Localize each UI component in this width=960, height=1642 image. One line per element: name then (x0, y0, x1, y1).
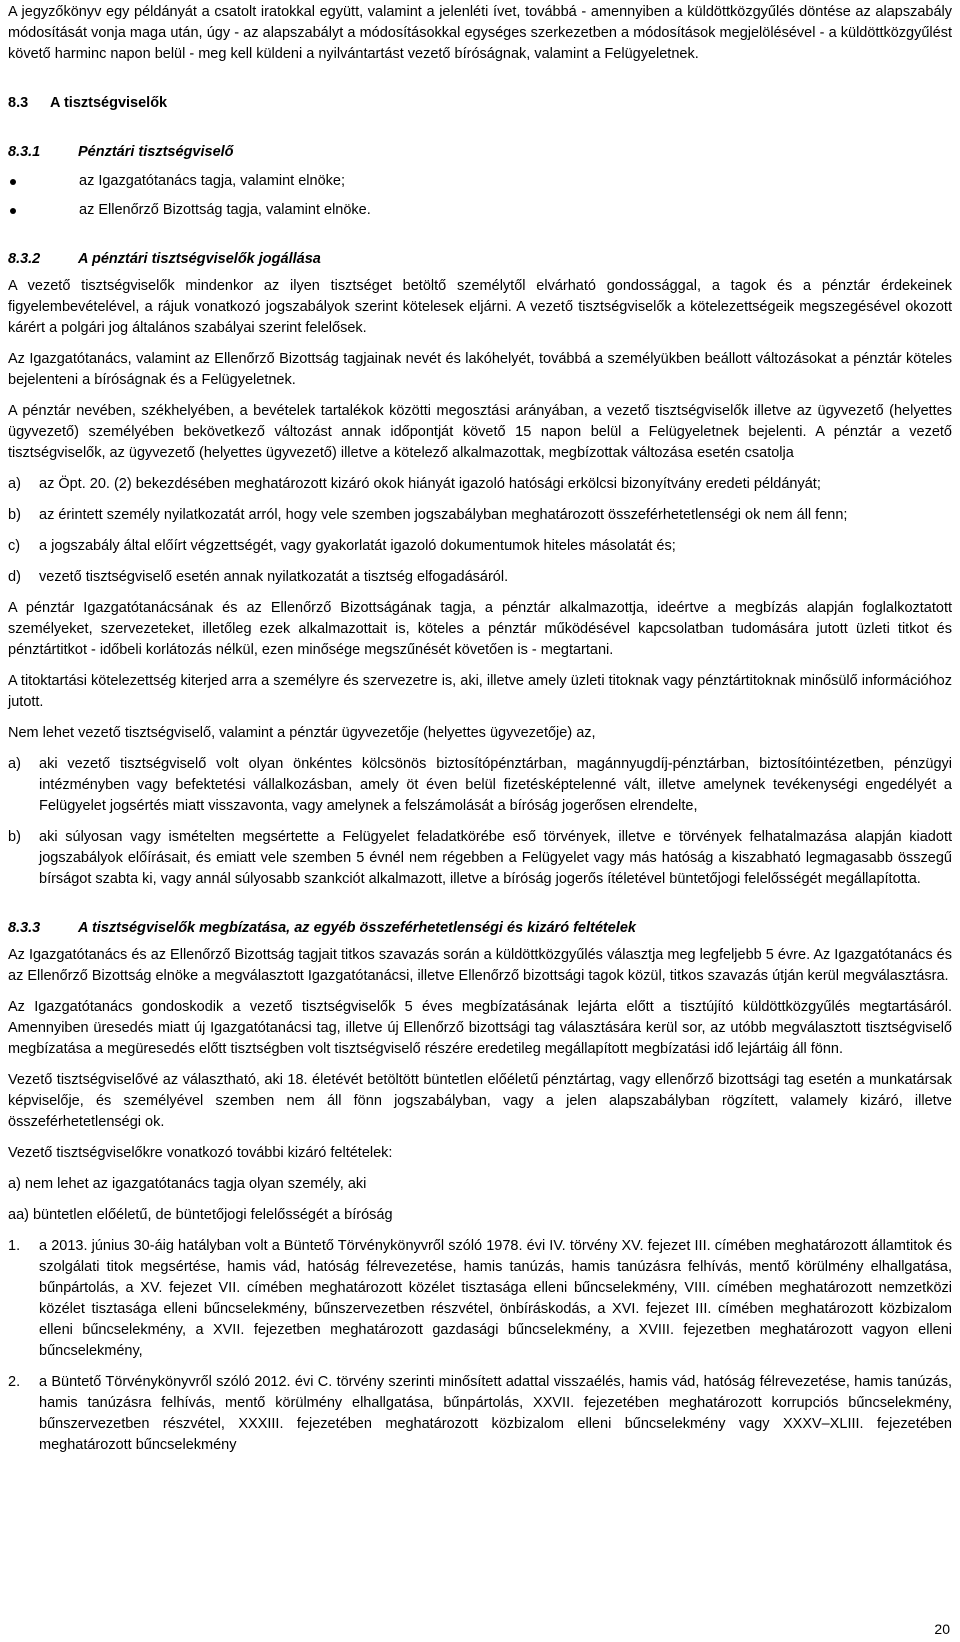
list-item: az Ellenőrző Bizottság tagja, valamint elnöke. (8, 200, 952, 221)
list-item: b) aki súlyosan vagy ismételten megsértette a Felügyelet feladatkörébe eső törvények, illetve e törvények felhatalmazása alapján kiadott jogszabályok előírásait, és emiatt vele szemben 5 évnél nem régebben a Felügyelet vagy más hatóság a kiszabható legmagasabb összegű bírságot szabta ki, vagy annál súlyosabb szankciót alkalmazott, illetve a bíróság jogerős ítéletével büntetőjogi felelősségét megállapította. (8, 829, 952, 887)
bullet-icon (10, 208, 16, 214)
subsection-heading-1 (8, 142, 952, 163)
paragraph: a) nem lehet az igazgatótanács tagja olyan személy, aki (8, 1176, 367, 1192)
lettered-list (8, 754, 952, 890)
intro-paragraph: A jegyzőkönyv egy példányát a csatolt iratokkal együtt, valamint a jelenléti ívet, továbbá - amennyiben a küldöttközgyűlés döntése az alapszabály módosítását vonja maga után, úgy - az alapszabályt a módosításokkal egységes szerkezetben a módosítások megjelölésével - a küldöttközgyűlést követő harminc napon belül - meg kell küldeni a nyilvántartást vezető bíróságnak, valamint a Felügyeletnek. (8, 4, 952, 62)
paragraph: A pénztár nevében, székhelyében, a bevételek tartalékok közötti megosztási arányában, a vezető tisztségviselők illetve az ügyvezető (helyettes ügyvezető) személyében bekövetkező változást annak időpontját követő 15 napon belül a Felügyeletnek bejelenti. A pénztár a vezető tisztségviselők, az ügyvezető (helyettes ügyvezető) illetve a kötelező alkalmazottak, megbízottak változása esetén csatolja (8, 403, 952, 461)
paragraph: Az Igazgatótanács gondoskodik a vezető tisztségviselők 5 éves megbízatásának lejárta előtt a tisztújító küldöttközgyűlés megtartásáról. Amennyiben üresedés miatt új Igazgatótanácsi tag, illetve új Ellenőrző bizottsági tag választására kerül sor, az utóbb megválasztott tisztségviselő megbízatása a megüresedés előtt tisztségben volt tisztségviselő részére eredetileg megállapított megbízatási idő lejártáig áll fönn. (8, 999, 952, 1057)
lettered-list (8, 474, 952, 588)
subsection-number: 8.3.2 (8, 251, 41, 267)
section-number: 8.3 (8, 95, 29, 111)
subsection-heading-2 (8, 249, 952, 270)
list-item: a) aki vezető tisztségviselő volt olyan önkéntes kölcsönös biztosítópénztárban, magánnyugdíj-pénztárban, biztosítóintézetben, pénzügyi intézményben vagy befektetési vállalkozásban, amely öt éven belül fizetésképtelenné vált, illetve amelynek tevékenységi engedélyét a Felügyelet jogsértés miatt visszavonta, vagy amelynek a felszámolását a bíróság jogerősen elrendelte, (8, 756, 952, 814)
list-item: b) az érintett személy nyilatkozatát arról, hogy vele szemben jogszabályban meghatározott összeférhetetlenségi ok nem áll fenn; (8, 507, 848, 523)
paragraph: Az Igazgatótanács és az Ellenőrző Bizottság tagjait titkos szavazás során a küldöttközgyűlés választja meg legfeljebb 5 évre. Az Igazgatótanács és az Ellenőrző Bizottság elnöke a megválasztott Igazgatótanácsi, illetve Ellenőrző bizottsági tagok közül, titkos szavazás útján kerül megválasztásra. (8, 947, 952, 984)
list-item: 2. a Büntető Törvénykönyvről szóló 2012. évi C. törvény szerinti minősített adattal visszaélés, hamis vád, hatóság félrevezetése, hamis tanúzás, hamis tanúzásra felhívás, mentő körülmény elhallgatása, bűnpártolás, XXVII. fejezetében meghatározott korrupciós bűncselekmény, bűnszervezetben részvétel, XXXIII. fejezetében meghatározott közbizalom elleni bűncselekmény vagy XXXV–XLIII. fejezetében meghatározott bűncselekmény (8, 1374, 952, 1453)
section-title: A tisztségviselők (50, 95, 168, 111)
list-item: d) vezető tisztségviselő esetén annak nyilatkozatát a tisztség elfogadásáról. (8, 569, 509, 585)
subsection-title: A tisztségviselők megbízatása, az egyéb összeférhetetlenségi és kizáró feltételek (78, 920, 636, 936)
bullet-list (8, 171, 952, 221)
bullet-icon (10, 179, 16, 185)
subsection-title: A pénztári tisztségviselők jogállása (78, 251, 321, 267)
paragraph: aa) büntetlen előéletű, de büntetőjogi felelősségét a bíróság (8, 1207, 393, 1223)
paragraph: Vezető tisztségviselővé az választható, aki 18. életévét betöltött büntetlen előéletű pénztártag, vagy ellenőrző bizottsági tag esetén a munkatársak képviselője, és személyével szemben nem áll fönn jogszabályban, vagy a jelen alapszabályban rögzített, valamely kizáró, illetve összeférhetetlenségi ok. (8, 1072, 952, 1130)
paragraph: A titoktartási kötelezettség kiterjed arra a személyre és szervezetre is, aki, illetve amely üzleti titoknak vagy pénztártitoknak minősülő információhoz jutott. (8, 673, 952, 710)
list-item: 1. a 2013. június 30-áig hatályban volt a Büntető Törvénykönyvről szóló 1978. évi IV. törvény XV. fejezet III. címében meghatározott államtitok és szolgálati titok megsértése, hamis vád, hatóság félrevezetése, hamis tanúzás, hamis tanúzásra felhívás, mentő körülmény elhallgatása, bűnpártolás, a XV. fejezet VII. címében meghatározott közélet tisztasága elleni bűncselekmény, VIII. címében meghatározott nemzetközi közélet tisztasága elleni bűncselekmény, bűnszervezetben részvétel, önbíráskodás, a XVI. fejezet III. címében meghatározott közbizalom elleni bűncselekmény, a XVII. fejezetben meghatározott gazdasági bűncselekmény, a XVIII. fejezetben meghatározott vagyon elleni bűncselekmény, (8, 1238, 952, 1359)
page-number: 20 (934, 1621, 950, 1637)
list-item: c) a jogszabály által előírt végzettségét, vagy gyakorlatát igazoló dokumentumok hiteles másolatát és; (8, 538, 676, 554)
section-heading (8, 93, 952, 114)
numbered-list (8, 1236, 952, 1456)
subsection-heading-3 (8, 918, 952, 939)
document-page (8, 2, 952, 1466)
subsection-title: Pénztári tisztségviselő (78, 144, 234, 160)
paragraph: Nem lehet vezető tisztségviselő, valamint a pénztár ügyvezetője (helyettes ügyvezetője) az, (8, 725, 596, 741)
subsection-number: 8.3.3 (8, 920, 41, 936)
paragraph: Vezető tisztségviselőkre vonatkozó további kizáró feltételek: (8, 1145, 393, 1161)
paragraph: Az Igazgatótanács, valamint az Ellenőrző Bizottság tagjainak nevét és lakóhelyét, továbbá a személyükben beállott változásokat a pénztár köteles bejelenteni a bíróságnak és a Felügyeletnek. (8, 351, 952, 388)
paragraph: A vezető tisztségviselők mindenkor az ilyen tisztséget betöltő személytől elvárható gondossággal, a tagok és a pénztár érdekeinek figyelembevételével, a rájuk vonatkozó jogszabályok szerint kötelesek eljárni. A vezető tisztségviselők a kötelezettségeik megszegésével okozott kárért a polgári jog általános szabályai szerint felelősek. (8, 278, 952, 336)
list-item: a) az Öpt. 20. (2) bekezdésében meghatározott kizáró okok hiányát igazoló hatósági erkölcsi bizonyítvány eredeti példányát; (8, 476, 821, 492)
list-item: az Igazgatótanács tagja, valamint elnöke; (8, 171, 952, 192)
paragraph: A pénztár Igazgatótanácsának és az Ellenőrző Bizottságának tagja, a pénztár alkalmazottja, ideértve a megbízás alapján foglalkoztatott személyeket, szervezeteket, illetőleg ezek alkalmazottait is, köteles a pénztár működésével kapcsolatban tudomására jutott üzleti titkot és pénztártitkot - időbeli korlátozás nélkül, ezen minősége megszűnését követően is - megtartani. (8, 600, 952, 658)
subsection-number: 8.3.1 (8, 144, 41, 160)
